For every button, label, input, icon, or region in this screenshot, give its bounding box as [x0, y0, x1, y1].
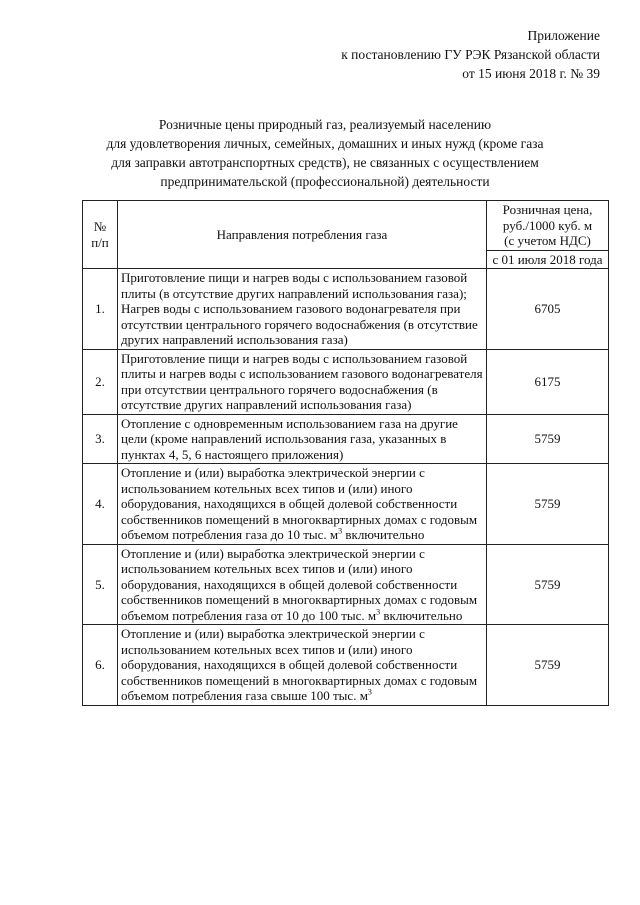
row-description — [118, 625, 487, 706]
header-num: № п/п — [83, 201, 118, 269]
document-title — [80, 115, 570, 191]
row-description — [118, 544, 487, 625]
table-row — [83, 625, 609, 706]
row-description — [118, 464, 487, 545]
table-row — [83, 269, 609, 350]
row-num: 3. — [83, 414, 118, 464]
row-price: 5759 — [487, 625, 609, 706]
table-header-row — [83, 201, 609, 251]
row-num: 5. — [83, 544, 118, 625]
header-price: Розничная цена, руб./1000 куб. м (с учетом НДС) — [487, 201, 609, 251]
title-line-2: для удовлетворения личных, семейных, домашних и иных нужд (кроме газа — [106, 136, 544, 151]
header-price-date: с 01 июля 2018 года — [487, 250, 609, 269]
row-price: 5759 — [487, 464, 609, 545]
row-description: Приготовление пищи и нагрев воды с использованием газовой плиты и нагрев воды с использованием газового водонагревателя при отсутствии центрального горячего водоснабжения (в отсутствие других направлений использования газа) — [118, 349, 487, 414]
row-num: 4. — [83, 464, 118, 545]
unit-superscript: 3 — [338, 526, 343, 536]
row-price: 5759 — [487, 544, 609, 625]
table-row — [83, 464, 609, 545]
row-price: 6705 — [487, 269, 609, 350]
table-row — [83, 544, 609, 625]
appendix-line-2: к постановлению ГУ РЭК Рязанской области — [341, 47, 600, 62]
row-num: 2. — [83, 349, 118, 414]
row-description-suffix: включительно — [342, 527, 425, 542]
title-line-1: Розничные цены природный газ, реализуемый населению — [158, 117, 492, 132]
header-direction: Направления потребления газа — [118, 201, 487, 269]
row-description-text: Отопление и (или) выработка электрической энергии с использованием котельных всех типов и (или) иного оборудования, находящихся в общей долевой собственности собственников помещений в многоквартирных домах с годовым объемом потребления газа до 10 тыс. м — [121, 465, 478, 542]
price-table — [82, 200, 609, 706]
appendix-line-3: от 15 июня 2018 г. № 39 — [462, 66, 600, 81]
unit-superscript: 3 — [367, 687, 372, 697]
row-num: 1. — [83, 269, 118, 350]
row-num: 6. — [83, 625, 118, 706]
title-line-3: для заправки автотранспортных средств), не связанных с осуществлением — [111, 155, 539, 170]
row-description-suffix: включительно — [380, 607, 463, 623]
row-price: 6175 — [487, 349, 609, 414]
table-row — [83, 414, 609, 464]
row-price: 5759 — [487, 414, 609, 464]
row-description: Приготовление пищи и нагрев воды с использованием газовой плиты (в отсутствие других направлений использования газа); Нагрев воды с использованием газового водонагревателя при отсутствии центрального горячего водоснабжения (в отсутствие других направлений использования газа) — [118, 269, 487, 350]
appendix-header — [341, 26, 600, 83]
unit-superscript: 3 — [376, 607, 381, 617]
row-description-text: Отопление и (или) выработка электрической энергии с использованием котельных всех типов и (или) иного оборудования, находящихся в общей долевой собственности собственников помещений в многоквартирных домах с годовым объемом потребления газа от 10 до 100 тыс. м — [121, 545, 478, 623]
appendix-line-1: Приложение — [527, 28, 600, 43]
row-description: Отопление с одновременным использованием газа на другие цели (кроме направлений использования газа, указанных в пунктах 4, 5, 6 настоящего приложения) — [118, 414, 487, 464]
title-line-4: предпринимательской (профессиональной) деятельности — [160, 174, 490, 189]
table-row — [83, 349, 609, 414]
row-description-text: Отопление и (или) выработка электрической энергии с использованием котельных всех типов и (или) иного оборудования, находящихся в общей долевой собственности собственников помещений в многоквартирных домах с годовым объемом потребления газа свыше 100 тыс. м — [121, 626, 478, 703]
